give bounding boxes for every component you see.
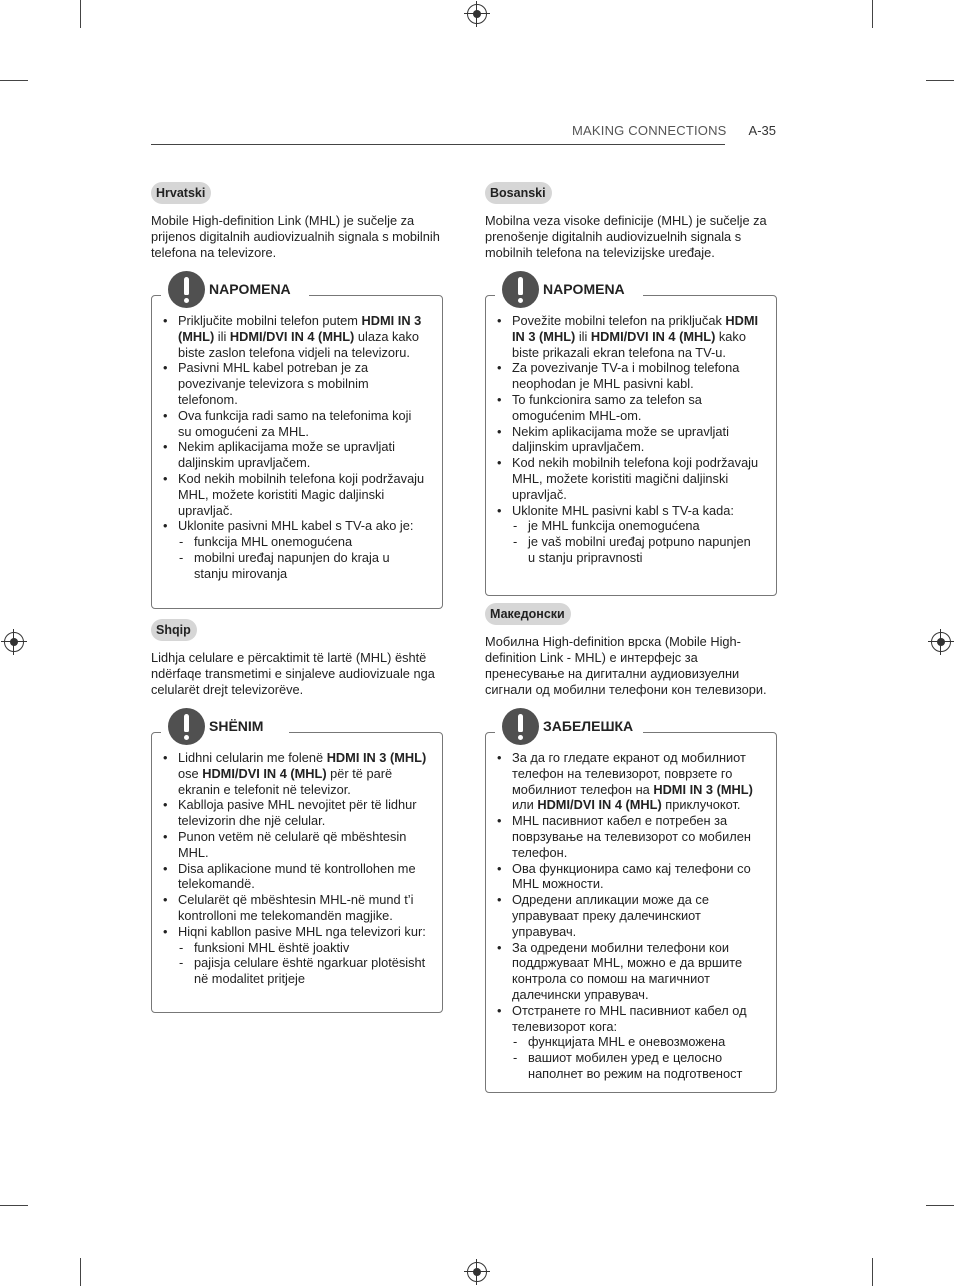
- sub-list-item: - pajisja celulare është ngarkuar plotësisht në modalitet pritjeje: [178, 955, 427, 987]
- intro-text: Мобилна High-definition врска (Mobile High-definition Link - MHL) е интерфејс за пренесување на дигитални аудиовизуелни сигнали од мобилни телефони кон телевизори.: [485, 634, 767, 697]
- registration-mark-icon: [467, 1262, 487, 1282]
- sub-list-item: - funksioni MHL është joaktiv: [178, 940, 427, 956]
- note-box: [485, 271, 777, 601]
- registration-mark-icon: [931, 632, 951, 652]
- intro-text: Mobilna veza visoke definicije (MHL) je sučelje za prenošenje digitalnih audiovizuelnih signala s mobilnih telefona na televizijske uređaje.: [485, 213, 767, 260]
- list-item: • Nekim aplikacijama može se upravljati daljinskim upravljačem.: [161, 439, 427, 471]
- registration-mark-icon: [467, 4, 487, 24]
- exclamation-icon: [168, 271, 205, 308]
- language-badge: Македонски: [485, 603, 571, 625]
- language-badge: Hrvatski: [151, 182, 211, 204]
- crop-mark: [872, 0, 873, 28]
- note-title: ЗАБЕЛЕШКА: [543, 718, 634, 734]
- list-item: • Ova funkcija radi samo na telefonima koji su omogućeni za MHL.: [161, 408, 427, 440]
- note-list: [495, 750, 761, 1082]
- crop-mark: [926, 80, 954, 81]
- intro-text: Mobile High-definition Link (MHL) je sučelje za prijenos digitalnih audiovizualnih signala s mobilnih telefona na televizore.: [151, 213, 440, 260]
- list-item: • Kod nekih mobilnih telefona koji podržavaju MHL, možete koristiti magični daljinski upravljač.: [495, 455, 761, 502]
- list-item: • Priključite mobilni telefon putem HDMI IN 3 (MHL) ili HDMI/DVI IN 4 (MHL) ulaza kako biste zaslon telefona vidjeli na televizoru.: [161, 313, 427, 360]
- section-makedonski: [485, 603, 777, 1098]
- exclamation-icon: [502, 708, 539, 745]
- sub-list-item: - funkcija MHL onemogućena: [178, 534, 427, 550]
- list-item: • To funkcionira samo za telefon sa omogućenim MHL-om.: [495, 392, 761, 424]
- list-item: • Kod nekih mobilnih telefona koji podržavaju MHL, možete koristiti Magic daljinski upravljač.: [161, 471, 427, 518]
- sub-list-item: - функцијата MHL е оневозможена: [512, 1034, 761, 1050]
- list-item: • Nekim aplikacijama može se upravljati daljinskim upravljačem.: [495, 424, 761, 456]
- crop-mark: [872, 1258, 873, 1286]
- sub-list-item: - вашиот мобилен уред е целосно наполнет во режим на подготвеност: [512, 1050, 761, 1082]
- section-shqip: [151, 619, 443, 1018]
- crop-mark: [926, 1205, 954, 1206]
- list-item: • Ова функционира само кај телефони со MHL можности.: [495, 861, 761, 893]
- note-box: [151, 708, 443, 1018]
- list-item: • Za povezivanje TV-a i mobilnog telefona neophodan je MHL pasivni kabl.: [495, 360, 761, 392]
- list-item: • Hiqni kabllon pasive MHL nga televizori kur: - funksioni MHL është joaktiv - pajisja celulare është ngarkuar plotësisht në modalitet pritjeje: [161, 924, 427, 987]
- list-item: • Disa aplikacione mund të kontrollohen me telekomandë.: [161, 861, 427, 893]
- sub-list-item: - je vaš mobilni uređaj potpuno napunjen u stanju pripravnosti: [512, 534, 761, 566]
- list-item: • MHL пасивниот кабел е потребен за поврзување на телевизорот со мобилен телефон.: [495, 813, 761, 860]
- crop-mark: [80, 0, 81, 28]
- language-badge: Shqip: [151, 619, 197, 641]
- note-list: [161, 313, 427, 582]
- intro-text: Lidhja celulare e përcaktimit të lartë (MHL) është ndërfaqe transmetimi e sinjaleve audiovizuale nga celularët drejt televizorëve.: [151, 650, 435, 697]
- note-title: SHËNIM: [209, 718, 264, 734]
- note-box: [151, 271, 443, 611]
- section-bosanski: [485, 182, 777, 601]
- list-item: • Uklonite MHL pasivni kabl s TV-a kada: - je MHL funkcija onemogućena - je vaš mobilni uređaj potpuno napunjen u stanju pripravnosti: [495, 503, 761, 566]
- list-item: • Povežite mobilni telefon na priključak HDMI IN 3 (MHL) ili HDMI/DVI IN 4 (MHL) kako biste prikazali ekran telefona na TV-u.: [495, 313, 761, 360]
- header-rule: [151, 144, 725, 145]
- list-item: • Punon vetëm në celularë që mbështesin MHL.: [161, 829, 427, 861]
- list-item: • Одредени апликации може да се управуваат преку далечинскиот управувач.: [495, 892, 761, 939]
- exclamation-icon: [502, 271, 539, 308]
- note-box: [485, 708, 777, 1098]
- list-item: • Celularët që mbështesin MHL-në mund t’i kontrolloni me telekomandën magjike.: [161, 892, 427, 924]
- crop-mark: [0, 1205, 28, 1206]
- list-item: • Отстранете го MHL пасивниот кабел од телевизорот кога: - функцијата MHL е оневозможена - вашиот мобилен уред е целосно наполнет во режим на подготвеност: [495, 1003, 761, 1082]
- sub-list-item: - mobilni uređaj napunjen do kraja u stanju mirovanja: [178, 550, 427, 582]
- sub-list-item: - je MHL funkcija onemogućena: [512, 518, 761, 534]
- list-item: • Lidhni celularin me folenë HDMI IN 3 (MHL) ose HDMI/DVI IN 4 (MHL) për të parë ekranin e telefonit në televizor.: [161, 750, 427, 797]
- page-header: [151, 122, 777, 146]
- exclamation-icon: [168, 708, 205, 745]
- header-title: MAKING CONNECTIONS: [572, 123, 727, 138]
- note-list: [495, 313, 761, 566]
- list-item: • За одредени мобилни телефони кои поддржуваат MHL, можно е да вршите контрола со помош на магичниот далечински управувач.: [495, 940, 761, 1003]
- list-item: • За да го гледате екранот од мобилниот телефон на телевизорот, поврзете го мобилниот телефон на HDMI IN 3 (MHL) или HDMI/DVI IN 4 (MHL) приклучокот.: [495, 750, 761, 813]
- page-number: A-35: [748, 123, 776, 138]
- list-item: • Kablloja pasive MHL nevojitet për të lidhur televizorin dhe një celular.: [161, 797, 427, 829]
- list-item: • Pasivni MHL kabel potreban je za povezivanje televizora s mobilnim telefonom.: [161, 360, 427, 407]
- list-item: • Uklonite pasivni MHL kabel s TV-a ako je: - funkcija MHL onemogućena - mobilni uređaj napunjen do kraja u stanju mirovanja: [161, 518, 427, 581]
- note-title: NAPOMENA: [209, 281, 291, 297]
- crop-mark: [80, 1258, 81, 1286]
- registration-mark-icon: [4, 632, 24, 652]
- crop-mark: [0, 80, 28, 81]
- language-badge: Bosanski: [485, 182, 552, 204]
- note-list: [161, 750, 427, 987]
- section-hrvatski: [151, 182, 443, 611]
- note-title: NAPOMENA: [543, 281, 625, 297]
